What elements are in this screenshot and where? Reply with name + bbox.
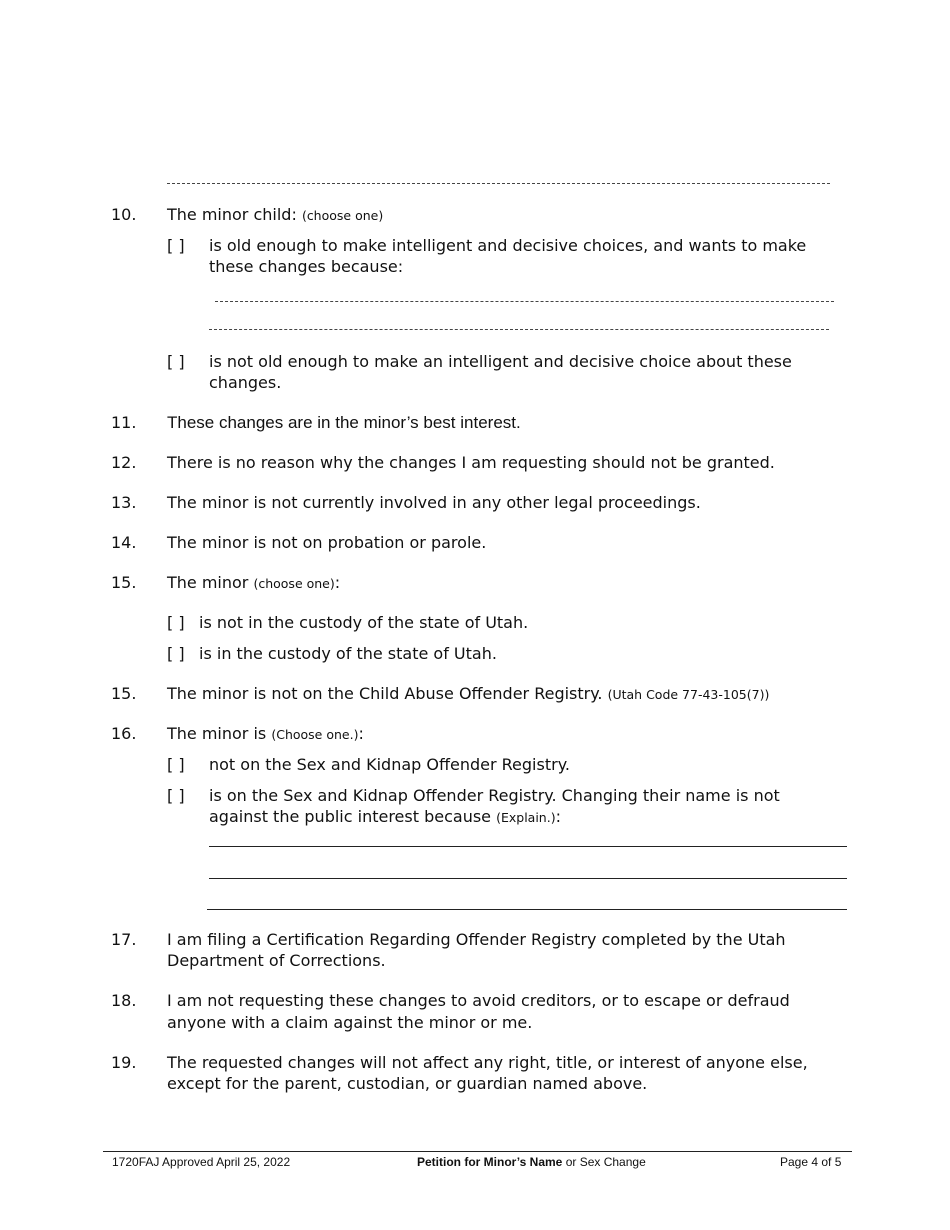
fill-in-line[interactable] [207,909,847,910]
option-16-text: against the public interest because [209,807,497,826]
item-16-text: The minor is [167,724,272,743]
option-text: not on the Sex and Kidnap Offender Registry. [209,755,570,774]
item-number: 13. [111,493,137,512]
option-text: is in the custody of the state of Utah. [199,644,497,663]
footer-title [417,1155,646,1169]
checkbox[interactable]: [ ] [167,786,185,805]
item-10-hint: (choose one) [301,208,384,223]
fill-in-line[interactable] [209,878,847,879]
item-16-hint: (Choose one.) [271,727,359,742]
item-number: 19. [111,1053,137,1072]
item-text [167,204,383,226]
item-text [167,572,340,594]
item-number: 16. [111,724,137,743]
fill-in-line[interactable] [215,301,834,302]
option-text: is not old enough to make an intelligent and decisive choice about these [209,352,792,371]
item-text [167,683,769,705]
item-15b-text: The minor is not on the Child Abuse Offender Registry. [167,684,608,703]
item-number: 15. [111,573,137,592]
checkbox[interactable]: [ ] [167,755,185,774]
item-number: 10. [111,205,137,224]
footer-page-number: Page 4 of 5 [780,1155,842,1169]
item-text: The minor is not on probation or parole. [167,533,487,552]
item-text: I am not requesting these changes to avoid creditors, or to escape or defraud [167,991,790,1010]
item-text: I am filing a Certification Regarding Offender Registry completed by the Utah [167,930,786,949]
item-number: 14. [111,533,137,552]
option-text [209,806,561,828]
item-15b-hint: (Utah Code 77-43-105(7)) [607,687,770,702]
item-text: except for the parent, custodian, or guardian named above. [167,1074,648,1093]
item-text: The requested changes will not affect any right, title, or interest of anyone else, [167,1053,808,1072]
checkbox[interactable]: [ ] [167,352,185,371]
item-10-text: The minor child: [167,205,302,224]
item-text [167,723,364,745]
item-16-colon: : [358,724,364,743]
item-text: There is no reason why the changes I am requesting should not be granted. [167,453,775,472]
option-text: changes. [209,373,282,392]
fill-in-line[interactable] [209,329,829,330]
item-text: Department of Corrections. [167,951,386,970]
fill-in-line[interactable] [167,183,830,184]
fill-in-line[interactable] [209,846,847,847]
item-text: The minor is not currently involved in any other legal proceedings. [167,493,701,512]
checkbox[interactable]: [ ] [167,644,185,663]
item-number: 11. [111,413,137,432]
item-number: 18. [111,991,137,1010]
option-16-hint: (Explain.) [496,810,556,825]
item-15-text: The minor [167,573,254,592]
footer-form-id: 1720FAJ Approved April 25, 2022 [112,1155,291,1169]
option-text: is old enough to make intelligent and decisive choices, and wants to make [209,236,807,255]
checkbox[interactable]: [ ] [167,613,185,632]
option-text: these changes because: [209,257,404,276]
footer-title-bold: Petition for Minor’s Name [417,1155,563,1169]
option-text: is on the Sex and Kidnap Offender Registry. Changing their name is not [209,786,780,805]
item-number: 17. [111,930,137,949]
checkbox[interactable]: [ ] [167,236,185,255]
item-text: anyone with a claim against the minor or me. [167,1013,533,1032]
item-number: 15. [111,684,137,703]
footer-rule [103,1151,852,1152]
item-15-colon: : [334,573,341,592]
item-number: 12. [111,453,137,472]
item-15-hint: (choose one) [253,576,335,591]
item-text: These changes are in the minor’s best interest. [167,413,521,432]
option-16-colon: : [555,807,561,826]
footer-title-rest: or Sex Change [562,1155,646,1169]
option-text: is not in the custody of the state of Utah. [199,613,529,632]
